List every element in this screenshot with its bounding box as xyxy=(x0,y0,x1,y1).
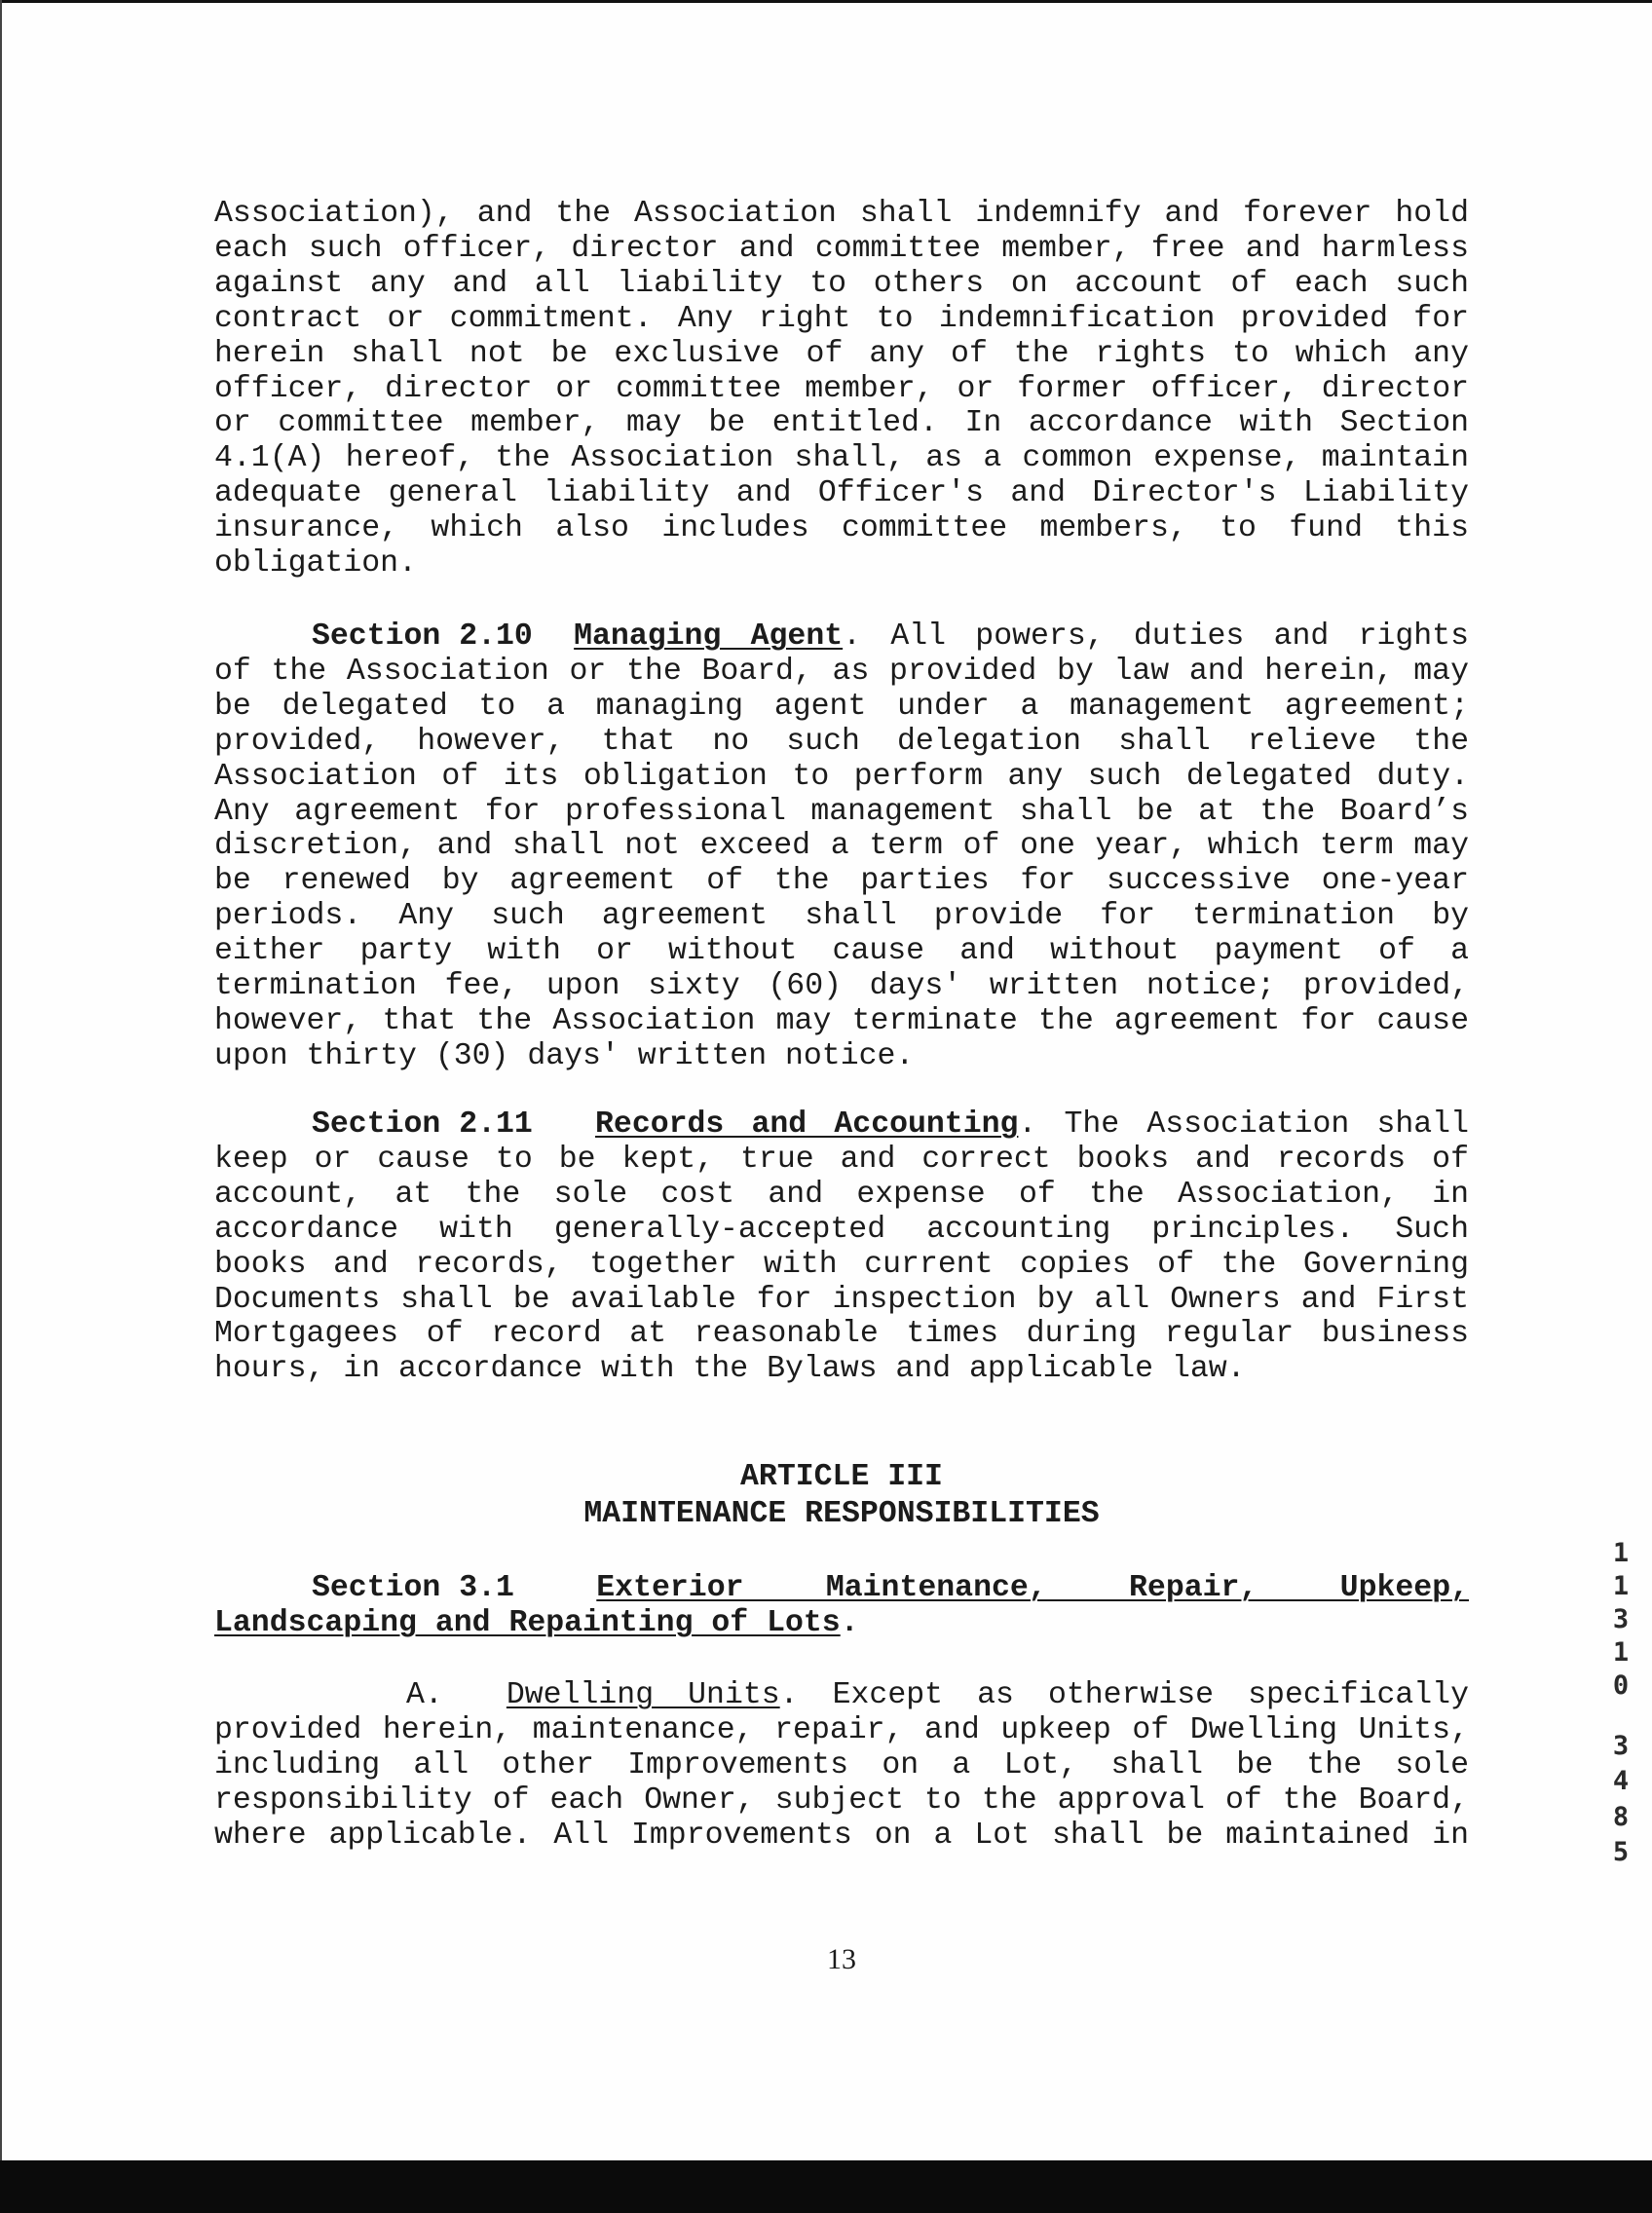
scan-left-border xyxy=(0,0,2,2160)
text-line: Association), and the Association shall indemnify and forever hold xyxy=(214,197,1469,231)
section-3-1-title-line-1: Exterior Maintenance, Repair, Upkeep, xyxy=(596,1571,1469,1605)
section-2-10 xyxy=(214,619,1469,1074)
text-line: of the Association or the Board, as provided by law and herein, may xyxy=(214,654,1469,689)
stamp-digit: 3 xyxy=(1612,1604,1630,1634)
text-line: Mortgagees of record at reasonable times during regular business xyxy=(214,1317,1469,1352)
text-line: Any agreement for professional management shall be at the Board’s xyxy=(214,794,1469,829)
subsection-a-title: Dwelling Units xyxy=(506,1678,780,1712)
recording-stamp-group-2 xyxy=(1608,1729,1633,1870)
stamp-digit: 0 xyxy=(1612,1670,1630,1701)
section-2-10-label: Section 2.10 xyxy=(312,619,533,654)
text-line: each such officer, director and committee member, free and harmless xyxy=(214,231,1469,266)
article-heading xyxy=(214,1459,1469,1532)
text-line: officer, director or committee member, or former officer, director xyxy=(214,371,1469,406)
section-2-11-label: Section 2.11 xyxy=(312,1107,533,1142)
text-line: contract or commitment. Any right to indemnification provided for xyxy=(214,301,1469,336)
subsection-a-first-line-text: . Except as otherwise specifically xyxy=(779,1678,1469,1712)
text-line: either party with or without cause and without payment of a xyxy=(214,934,1469,969)
text-line: discretion, and shall not exceed a term of one year, which term may xyxy=(214,829,1469,864)
section-3-1-heading-line-2 xyxy=(214,1606,1469,1641)
section-3-1-title-line-2: Landscaping and Repainting of Lots xyxy=(214,1605,841,1640)
text-line: including all other Improvements on a Lot, shall be the sole xyxy=(214,1747,1469,1782)
subsection-a xyxy=(214,1678,1469,1854)
section-3-1 xyxy=(214,1571,1469,1641)
stamp-digit: 8 xyxy=(1612,1801,1630,1832)
page-number: 13 xyxy=(827,1943,856,1975)
text-line: herein shall not be exclusive of any of the rights to which any xyxy=(214,336,1469,371)
text-line: however, that the Association may terminate the agreement for cause xyxy=(214,1003,1469,1038)
section-2-11-first-line-text: . The Association shall xyxy=(1018,1107,1469,1142)
section-2-10-heading-line xyxy=(214,619,1469,655)
stamp-digit: 1 xyxy=(1612,1637,1630,1668)
text-line: hours, in accordance with the Bylaws and applicable law. xyxy=(214,1352,1246,1387)
section-2-11 xyxy=(214,1107,1469,1387)
section-3-1-title-end: . xyxy=(840,1605,859,1640)
text-line: where applicable. All Improvements on a Lot shall be maintained in xyxy=(214,1818,1469,1853)
text-line: 4.1(A) hereof, the Association shall, as a common expense, maintain xyxy=(214,441,1469,476)
text-line: responsibility of each Owner, subject to the approval of the Board, xyxy=(214,1782,1469,1818)
text-line: adequate general liability and Officer's and Director's Liability xyxy=(214,476,1469,511)
scan-bottom-bar xyxy=(0,2160,1652,2213)
text-line: books and records, together with current copies of the Governing xyxy=(214,1247,1469,1282)
stamp-digit: 1 xyxy=(1612,1571,1630,1601)
text-line: account, at the sole cost and expense of the Association, in xyxy=(214,1177,1469,1212)
section-2-10-first-line-text: . All powers, duties and rights xyxy=(843,619,1469,654)
stamp-digit: 1 xyxy=(1612,1538,1630,1568)
section-2-10-title: Managing Agent xyxy=(574,619,844,654)
section-3-1-heading-line-1 xyxy=(214,1571,1469,1606)
recording-stamp-group-1 xyxy=(1608,1537,1633,1703)
text-line: be delegated to a managing agent under a management agreement; xyxy=(214,689,1469,724)
text-line: Documents shall be available for inspection by all Owners and First xyxy=(214,1282,1469,1317)
text-line: upon thirty (30) days' written notice. xyxy=(214,1038,915,1073)
scan-top-border xyxy=(0,0,1652,3)
article-title: MAINTENANCE RESPONSIBILITIES xyxy=(583,1496,1100,1531)
section-2-11-title: Records and Accounting xyxy=(595,1107,1019,1142)
section-3-1-label: Section 3.1 xyxy=(312,1571,514,1605)
subsection-a-heading-line xyxy=(214,1678,1469,1713)
text-line: keep or cause to be kept, true and correct books and records of xyxy=(214,1142,1469,1177)
text-line: provided, however, that no such delegation shall relieve the xyxy=(214,724,1469,759)
text-line: or committee member, may be entitled. In accordance with Section xyxy=(214,406,1469,441)
text-line: termination fee, upon sixty (60) days' written notice; provided, xyxy=(214,969,1469,1004)
text-line: accordance with generally-accepted accounting principles. Such xyxy=(214,1212,1469,1247)
subsection-a-label: A. xyxy=(406,1678,443,1712)
paragraph-continuation xyxy=(214,197,1469,581)
text-line: be renewed by agreement of the parties for successive one-year xyxy=(214,864,1469,899)
stamp-digit: 3 xyxy=(1612,1731,1630,1761)
text-line: provided herein, maintenance, repair, and upkeep of Dwelling Units, xyxy=(214,1712,1469,1747)
stamp-digit: 5 xyxy=(1612,1836,1630,1867)
text-line: insurance, which also includes committee members, to fund this xyxy=(214,511,1469,546)
text-line: obligation. xyxy=(214,546,417,581)
text-line: against any and all liability to others on account of each such xyxy=(214,266,1469,301)
section-2-11-heading-line xyxy=(214,1107,1469,1143)
article-number: ARTICLE III xyxy=(740,1460,943,1494)
text-line: Association of its obligation to perform any such delegated duty. xyxy=(214,759,1469,794)
text-line: periods. Any such agreement shall provide for termination by xyxy=(214,899,1469,934)
stamp-digit: 4 xyxy=(1612,1766,1630,1797)
